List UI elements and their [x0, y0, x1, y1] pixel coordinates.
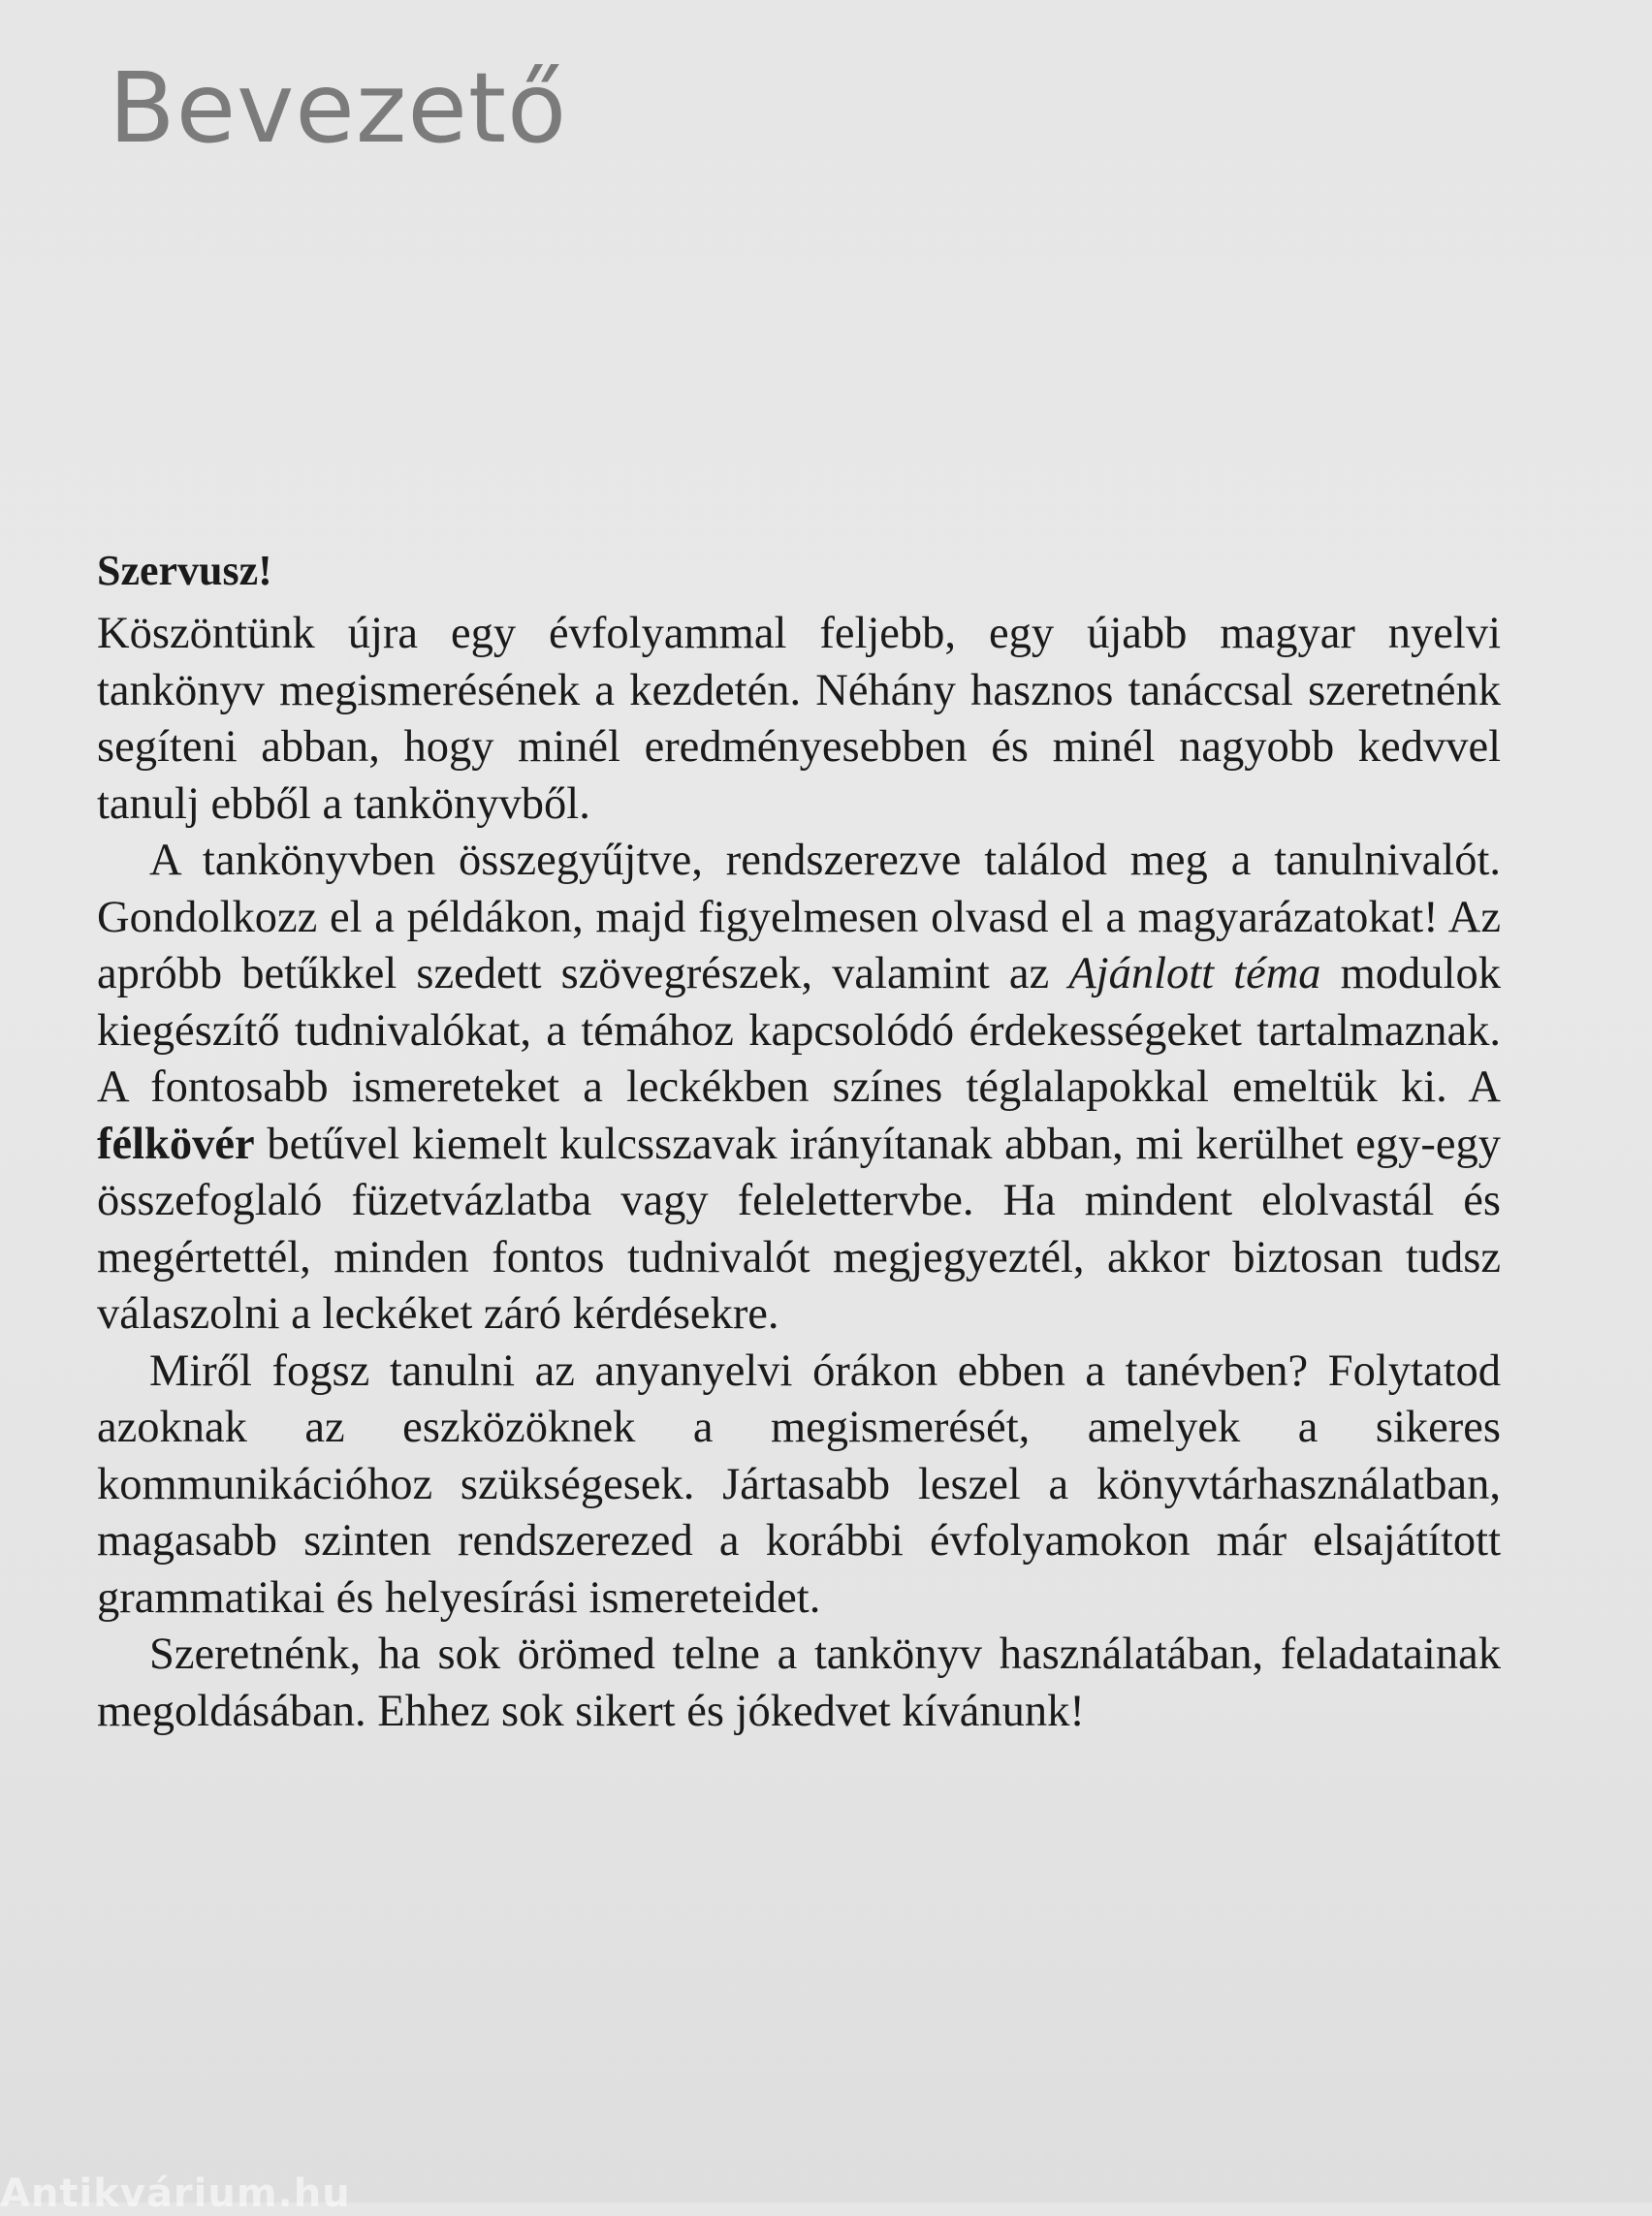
greeting: Szervusz! — [97, 547, 272, 594]
paragraph-2-text-a: A tankönyvben összegyűjtve, rendszerezve találod meg a tanulnivalót. Gondolkozz el a példákon, majd figyelmesen olvasd el a magyarázatokat! Az apróbb betűkkel szedett szövegrészek, valamint az — [97, 836, 1501, 998]
paragraph-3: Miről fogsz tanulni az anyanyelvi órákon ebben a tanévben? Folytatod azoknak az eszközöknek a megismerését, amelyek a sikeres kommunikációhoz szükségesek. Jártasabb leszel a könyvtárhasználatban, magasabb szinten rendszerezed a korábbi évfolyamokon már elsajátított grammatikai és helyesírási ismereteidet. — [97, 1345, 1501, 1623]
paragraph-2-text-c: betűvel kiemelt kulcsszavak irányítanak abban, mi kerülhet egy-egy összefoglaló füzetvázlatba vagy felelettervbe. Ha mindent elolvastál és megértettél, minden fontos tudnivalót megjegyeztél, akkor biztosan tudsz válaszolni a leckéket záró kérdésekre. — [97, 1119, 1501, 1339]
body-text — [97, 543, 1501, 1740]
bold-term: félkövér — [97, 1119, 255, 1169]
italic-term: Ajánlott téma — [1068, 949, 1321, 998]
paragraph-2-text-b: modulok kiegészítő tudnivalókat, a témához kapcsolódó érdekességeket tartalmaznak. A fontosabb ismereteket a leckékben színes téglalapokkal emeltük ki. A — [97, 949, 1501, 1112]
paragraph-4: Szeretnénk, ha sok örömed telne a tankönyv használatában, feladatainak megoldásában. Ehhez sok sikert és jókedvet kívánunk! — [97, 1630, 1501, 1736]
paragraph-2 — [97, 833, 1501, 1344]
watermark: Antikvárium.hu — [0, 2171, 351, 2216]
page-title: Bevezető — [109, 51, 568, 165]
paragraph-1: Köszöntünk újra egy évfolyammal feljebb, egy újabb magyar nyelvi tankönyv megismerésének a kezdetén. Néhány hasznos tanáccsal szeretnénk segíteni abban, hogy minél eredményesebben és minél nagyobb kedvvel tanulj ebből a tankönyvből. — [97, 609, 1501, 829]
